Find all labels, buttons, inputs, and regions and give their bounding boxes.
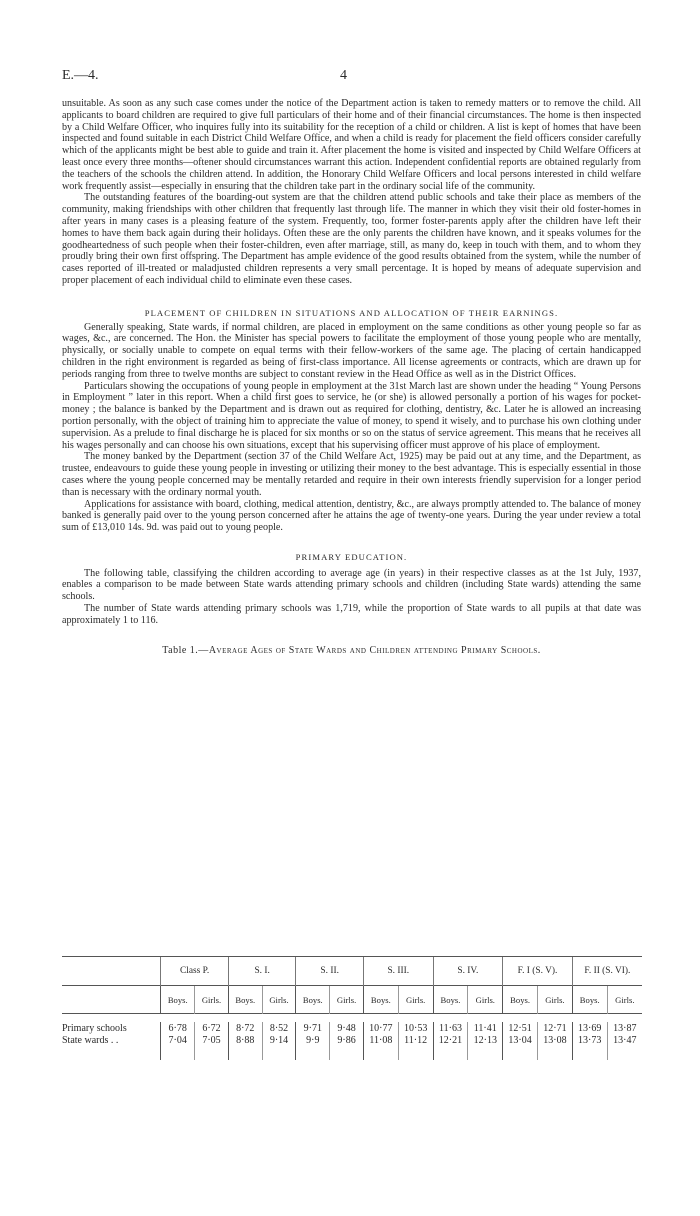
column-group-header: S. II. xyxy=(296,957,364,986)
table-title xyxy=(62,645,641,657)
table-cell: 11·63 xyxy=(433,1022,468,1034)
table-cell: 10·77 xyxy=(363,1022,398,1034)
row-label: State wards . . xyxy=(62,1034,119,1046)
table-cell: 9·71 xyxy=(296,1022,330,1034)
column-header-boys: Boys. xyxy=(228,986,262,1014)
column-header-girls: Girls. xyxy=(195,986,229,1014)
table-row xyxy=(62,1034,642,1046)
table-cell: 6·78 xyxy=(161,1022,195,1034)
column-header-girls: Girls. xyxy=(538,986,573,1014)
column-header-boys: Boys. xyxy=(433,986,468,1014)
table-cell: 13·47 xyxy=(607,1034,642,1046)
table-cell: 13·08 xyxy=(538,1034,573,1046)
body-text xyxy=(62,98,641,656)
table-cell: 10·53 xyxy=(398,1022,433,1034)
column-group-header: S. III. xyxy=(363,957,433,986)
table-corner-cell xyxy=(62,957,161,986)
table-cell: 7·04 xyxy=(161,1034,195,1046)
page-header xyxy=(62,68,642,88)
table-cell: 13·69 xyxy=(572,1022,607,1034)
table-cell: 12·13 xyxy=(468,1034,503,1046)
table-row xyxy=(62,1022,642,1034)
paragraph: unsuitable. As soon as any such case comes under the notice of the Department action is taken to remedy matters or to remove the child. All applicants to board children are required to give full particulars of their home and of their financial circumstances. The home is then inspected by a Child Welfare Officer, who inquires fully into its suitability for the reception of a child or children. A list is kept of homes that have been inspected and found suitable in each District Child Welfare Office, and when a child is ready for placement the field officers consider carefully which of the applicants might be best able to guide and train it. After placement the home is visited and inspected by Child Welfare Officers at least once every three months—oftener should circumstances warrant this action. Independent confidential reports are obtained regularly from the teachers of the schools the children attend. In addition, the Honorary Child Welfare Officers and local persons interested in child welfare work frequently assist—especially in ensuring that the children take part in the ordinary social life of the community. xyxy=(62,98,641,192)
paragraph: The outstanding features of the boarding-out system are that the children attend public schools and take their place as members of the community, making friendships with other children that frequently last through life. The manner in which they visit their old foster-homes in after years in many cases is a pleasing feature of the system. Frequently, too, former foster-parents apply after the children have left their homes to have them back again during their holidays. Often these are the only parents the children have known, and it speaks volumes for the goodheartedness of such people when their foster-children, even after marriage, still, as many do, keep in touch with them, and to whom they proudly bring their own first offspring. The Department has ample evidence of the good results obtained from the system, while the number of cases reported of ill-treated or maladjusted children represents a very small percentage. It is hoped by means of adequate supervision and proper placement of each individual child to eliminate even these cases. xyxy=(62,192,641,286)
table-bottom-space xyxy=(62,1046,642,1060)
table-cell: 6·72 xyxy=(195,1022,229,1034)
table-cell: 11·12 xyxy=(398,1034,433,1046)
table-cell: 7·05 xyxy=(195,1034,229,1046)
column-header-boys: Boys. xyxy=(503,986,538,1014)
row-label: Primary schools xyxy=(62,1022,127,1034)
table-cell: 13·73 xyxy=(572,1034,607,1046)
column-header-girls: Girls. xyxy=(262,986,296,1014)
table-rule xyxy=(62,1014,642,1023)
table-caption: Average Ages of State Wards and Children attending Primary Schools. xyxy=(208,644,541,656)
column-group-header: F. II (S. VI). xyxy=(572,957,642,986)
table-corner-cell xyxy=(62,986,161,1014)
table-cell: 11·41 xyxy=(468,1022,503,1034)
table-cell: 13·04 xyxy=(503,1034,538,1046)
column-header-boys: Boys. xyxy=(363,986,398,1014)
table-cell: 9·9 xyxy=(296,1034,330,1046)
table-cell: 8·72 xyxy=(228,1022,262,1034)
section-heading: PLACEMENT OF CHILDREN IN SITUATIONS AND ALLOCATION OF THEIR EARNINGS. xyxy=(144,307,559,318)
paragraph: Generally speaking, State wards, if normal children, are placed in employment on the same conditions as other young people so far as wages, &c., are concerned. The Hon. the Minister has special powers to facilitate the employment of those young people who are mentally, physically, or socially unable to compete on equal terms with their fellow-workers of the same age. The placing of certain handicapped children in the right environment is regarded as being of first-class importance. All license agreements or contracts, which are drawn up for periods ranging from three to twelve months are subject to constant review in the Head Office as well as in the District Offices. xyxy=(62,321,641,380)
column-group-header: F. I (S. V). xyxy=(503,957,573,986)
paragraph: The number of State wards attending primary schools was 1,719, while the proportion of State wards to all pupils at that date was approximately 1 to 116. xyxy=(62,603,641,626)
column-header-girls: Girls. xyxy=(398,986,433,1014)
table-group-header xyxy=(62,957,642,986)
table-cell: 13·87 xyxy=(607,1022,642,1034)
table-cell: 8·52 xyxy=(262,1022,296,1034)
table-cell: 9·14 xyxy=(262,1034,296,1046)
table-subheader xyxy=(62,986,642,1014)
page-reference: E.—4. xyxy=(62,68,99,83)
column-group-header: Class P. xyxy=(161,957,229,986)
page-number: 4 xyxy=(340,68,347,83)
table-cell: 11·08 xyxy=(363,1034,398,1046)
section-heading: PRIMARY EDUCATION. xyxy=(295,551,408,562)
table-cell: 8·88 xyxy=(228,1034,262,1046)
paragraph: Applications for assistance with board, clothing, medical attention, dentistry, &c., are always promptly attended to. The balance of money banked is generally paid over to the young person concerned after he attains the age of twenty-one years. During the year under review a total sum of £13,010 14s. 9d. was paid out to young people. xyxy=(62,498,641,534)
table-cell: 9·48 xyxy=(330,1022,364,1034)
column-header-girls: Girls. xyxy=(468,986,503,1014)
column-header-girls: Girls. xyxy=(330,986,364,1014)
average-ages-table xyxy=(62,956,642,1060)
table-cell: 12·51 xyxy=(503,1022,538,1034)
column-header-boys: Boys. xyxy=(296,986,330,1014)
table-cell: 9·86 xyxy=(330,1034,364,1046)
table-cell: 12·71 xyxy=(538,1022,573,1034)
column-header-boys: Boys. xyxy=(572,986,607,1014)
column-header-girls: Girls. xyxy=(607,986,642,1014)
column-group-header: S. I. xyxy=(228,957,296,986)
table-cell: 12·21 xyxy=(433,1034,468,1046)
paragraph: Particulars showing the occupations of young people in employment at the 31st March last are shown under the heading “ Young Persons in Employment ” later in this report. When a child first goes to service, he (or she) is allowed personally a portion of his wages for pocket-money ; the balance is banked by the Department and is drawn out as required for clothing, dentistry, &c. Later he is allowed an increasing portion personally, with the object of training him to appreciate the value of money, to spend it wisely, and to purchase his own clothing under supervision. As a prelude to final discharge he is placed for six months or so on the status of service agreement. This means that he receives all his wages personally and can choose his own situations, except that his supervising officer must approve of his place of employment. xyxy=(62,380,641,451)
paragraph: The following table, classifying the children according to average age (in years) in their respective classes as at the 1st July, 1937, enables a comparison to be made between State wards attending primary schools and children (including State wards) attending the same schools. xyxy=(62,567,641,603)
table-number: Table 1.— xyxy=(162,644,209,656)
column-group-header: S. IV. xyxy=(433,957,503,986)
paragraph: The money banked by the Department (section 37 of the Child Welfare Act, 1925) may be paid out at any time, and the Department, as trustee, endeavours to guide these young people in investing or utilizing their money to the best advantage. This is especially essential in those cases where the young people concerned may be mentally retarded and require in their own interests friendly supervision for a longer period than is necessary with the ordinary normal youth. xyxy=(62,451,641,498)
column-header-boys: Boys. xyxy=(161,986,195,1014)
